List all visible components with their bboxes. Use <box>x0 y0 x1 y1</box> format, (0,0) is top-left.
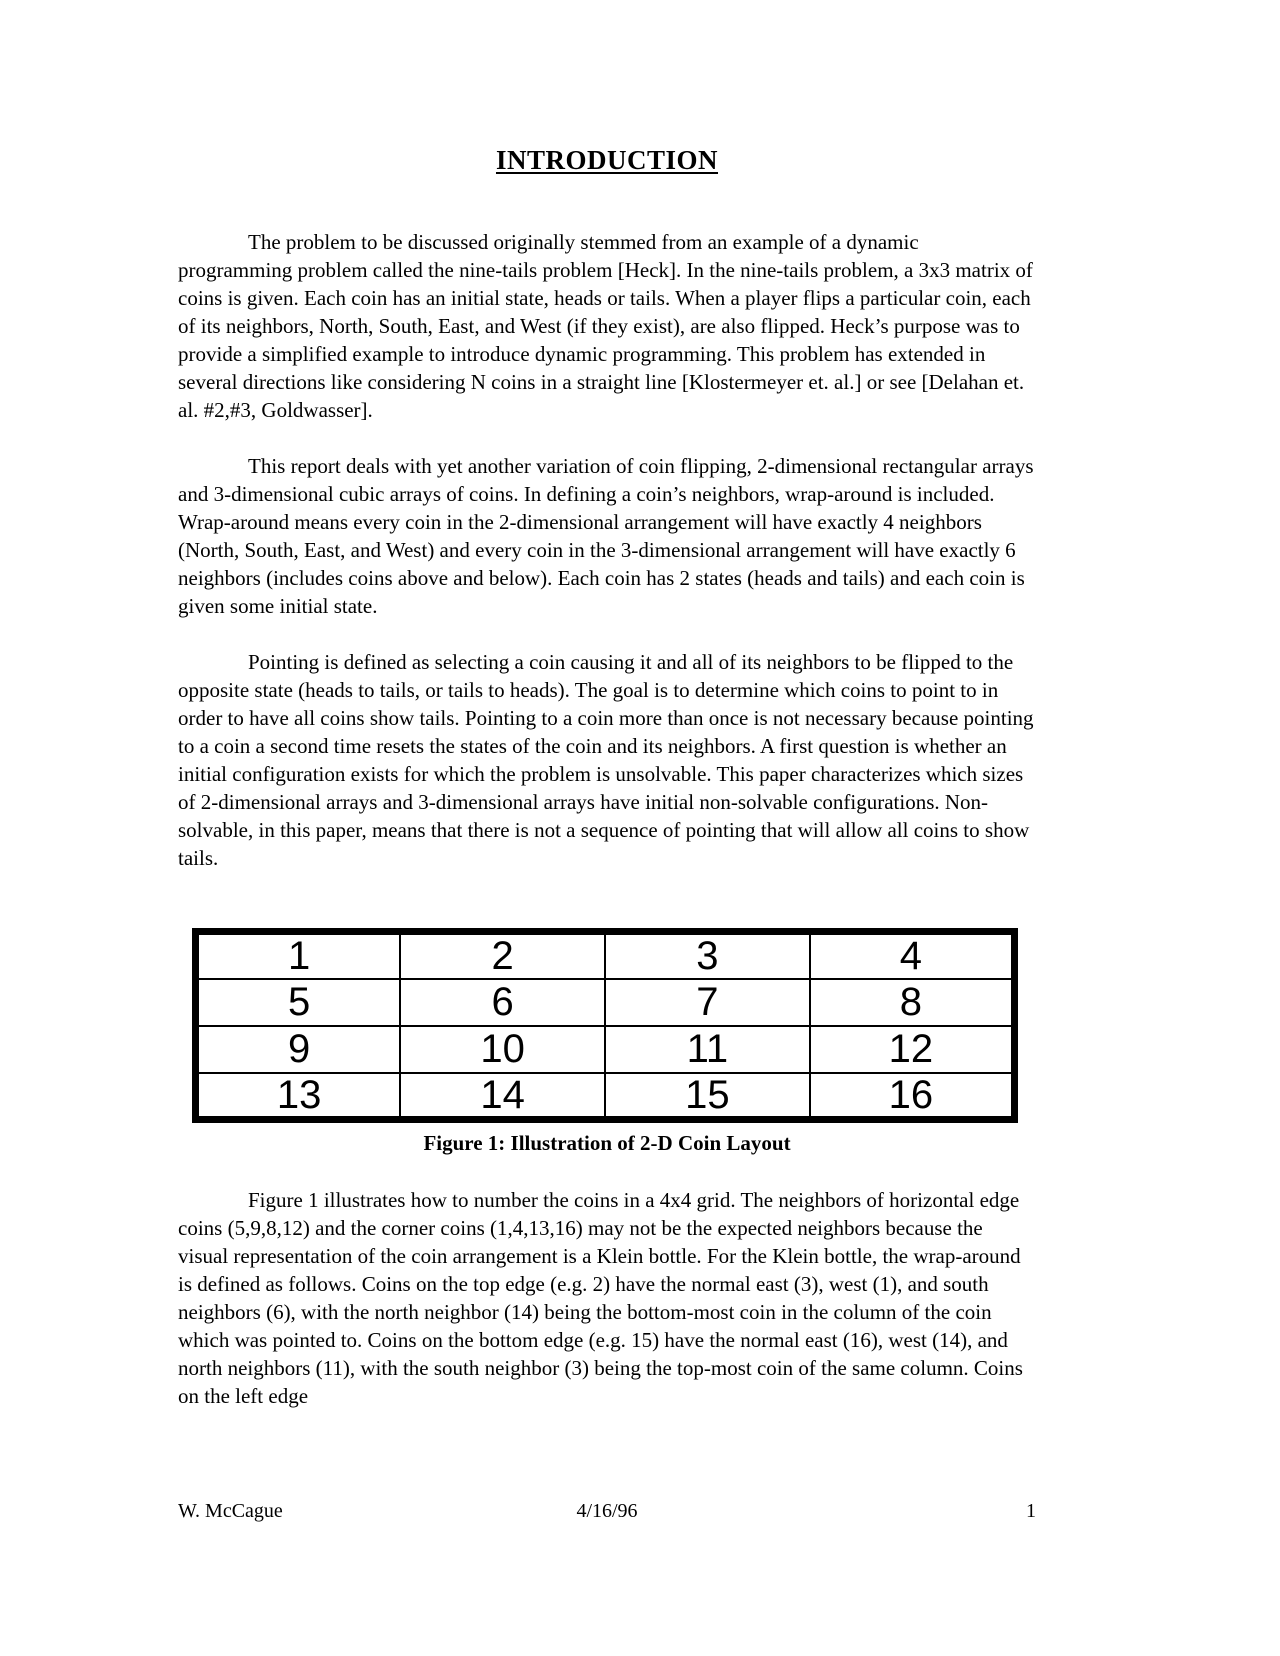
coin-layout-table <box>192 928 1018 1123</box>
coin-cell: 15 <box>605 1073 810 1120</box>
coin-cell: 11 <box>605 1026 810 1073</box>
paragraph-3: Pointing is defined as selecting a coin causing it and all of its neighbors to be flipped to the opposite state (heads to tails, or tails to heads). The goal is to determine which coins to point to in order to have all coins show tails. Pointing to a coin more than once is not necessary because pointing to a coin a second time resets the states of the coin and its neighbors. A first question is whether an initial configuration exists for which the problem is unsolvable. This paper characterizes which sizes of 2-dimensional arrays and 3-dimensional arrays have initial non-solvable configurations. Non-solvable, in this paper, means that there is not a sequence of pointing that will allow all coins to show tails. <box>178 650 1034 870</box>
coin-cell: 16 <box>810 1073 1015 1120</box>
figure-caption: Figure 1: Illustration of 2-D Coin Layout <box>423 1131 791 1155</box>
footer-page-number: 1 <box>1026 1500 1036 1522</box>
paragraph-2: This report deals with yet another variation of coin flipping, 2-dimensional rectangular arrays and 3-dimensional cubic arrays of coins. In defining a coin’s neighbors, wrap-around is included. Wrap-around means every coin in the 2-dimensional arrangement will have exactly 4 neighbors (North, South, East, and West) and every coin in the 3-dimensional arrangement will have exactly 6 neighbors (includes coins above and below). Each coin has 2 states (heads and tails) and each coin is given some initial state. <box>178 454 1034 618</box>
footer-date: 4/16/96 <box>576 1500 638 1522</box>
coin-cell: 8 <box>810 979 1015 1026</box>
coin-cell: 12 <box>810 1026 1015 1073</box>
coin-cell: 2 <box>400 932 605 979</box>
page-footer <box>178 1500 1036 1523</box>
coin-cell: 9 <box>196 1026 401 1073</box>
coin-cell: 3 <box>605 932 810 979</box>
coin-cell: 7 <box>605 979 810 1026</box>
table-row <box>196 932 1015 979</box>
coin-cell: 5 <box>196 979 401 1026</box>
footer-author: W. McCague <box>178 1500 283 1522</box>
coin-cell: 10 <box>400 1026 605 1073</box>
paragraph-1: The problem to be discussed originally stemmed from an example of a dynamic programming problem called the nine-tails problem [Heck]. In the nine-tails problem, a 3x3 matrix of coins is given. Each coin has an initial state, heads or tails. When a player flips a particular coin, each of its neighbors, North, South, East, and West (if they exist), are also flipped. Heck’s purpose was to provide a simplified example to introduce dynamic programming. This problem has extended in several directions like considering N coins in a straight line [Klostermeyer et. al.] or see [Delahan et. al. #2,#3, Goldwasser]. <box>178 230 1033 422</box>
paragraph-4: Figure 1 illustrates how to number the coins in a 4x4 grid. The neighbors of horizontal edge coins (5,9,8,12) and the corner coins (1,4,13,16) may not be the expected neighbors because the visual representation of the coin arrangement is a Klein bottle. For the Klein bottle, the wrap-around is defined as follows. Coins on the top edge (e.g. 2) have the normal east (3), west (1), and south neighbors (6), with the north neighbor (14) being the bottom-most coin in the column of the coin which was pointed to. Coins on the bottom edge (e.g. 15) have the normal east (16), west (14), and north neighbors (11), with the south neighbor (3) being the top-most coin of the same column. Coins on the left edge <box>178 1188 1023 1408</box>
coin-cell: 1 <box>196 932 401 979</box>
coin-cell: 6 <box>400 979 605 1026</box>
table-row <box>196 1073 1015 1120</box>
page-title: INTRODUCTION <box>495 145 719 175</box>
coin-cell: 13 <box>196 1073 401 1120</box>
page-content <box>178 0 1036 1410</box>
table-row <box>196 1026 1015 1073</box>
table-row <box>196 979 1015 1026</box>
coin-cell: 4 <box>810 932 1015 979</box>
coin-cell: 14 <box>400 1073 605 1120</box>
